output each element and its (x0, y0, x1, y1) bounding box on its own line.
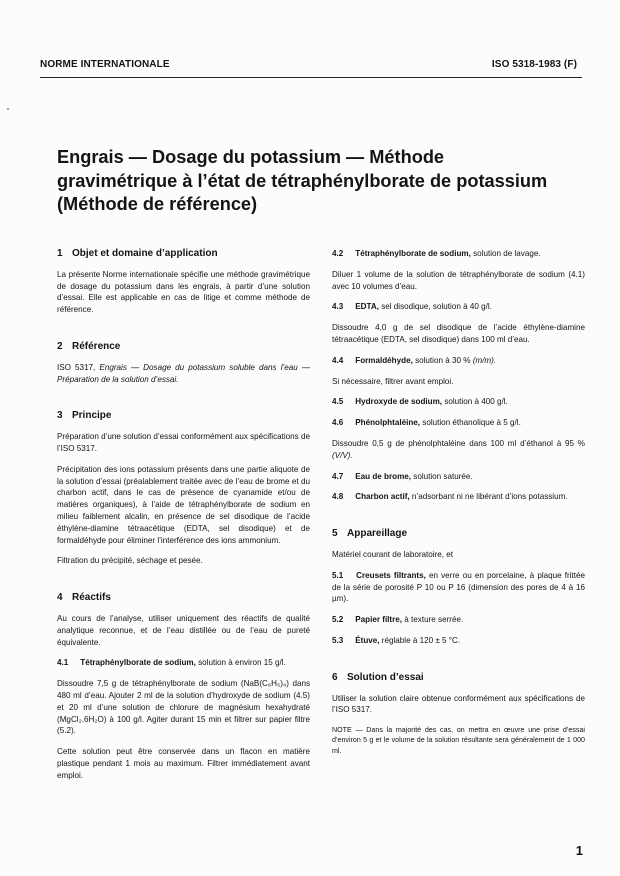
item-5-3: 5.3 Étuve, réglable à 120 ± 5 °C. (332, 635, 461, 645)
item-4-1-text-1: Dissoudre 7,5 g de tétraphénylborate de sodium (NaB(C₆H₅)₄) dans 480 ml d’eau. Ajouter 2 ml de la solution d’hydroxyde de sodium (4.5) et 20 ml d’une solution de chlorure de magnésium hexahydraté (MgCl₂.6H₂O) à 100 g/l. Agiter durant 15 min et filtrer sur papier filtre (5.2). (57, 679, 310, 736)
section-3-heading: 3 Principe (57, 410, 112, 422)
item-4-2: 4.2 Tétraphénylborate de sodium, solution de lavage. (332, 249, 541, 258)
section-1-heading: 1 Objet et domaine d’application (57, 248, 218, 259)
title-line-2: gravimétrique à l’état de tétraphénylborate de potassium (57, 170, 548, 191)
item-4-5: 4.5 Hydroxyde de sodium, solution à 400 g/l. (332, 397, 508, 407)
header-document-type: NORME INTERNATIONALE (40, 59, 170, 70)
section-3-text-3: Filtration du précipité, séchage et pesée. (57, 556, 203, 566)
title-line-3: (Méthode de référence) (57, 194, 258, 214)
section-6-note: NOTE — Dans la majorité des cas, on mettra en œuvre une prise d’essai d’environ 5 g et le volume de la solution résultante sera généralement de 1 000 ml. (332, 726, 585, 755)
section-2-text: ISO 5317, Engrais — Dosage du potassium soluble dans l’eau — Préparation de la solution d’essai. (57, 362, 310, 384)
item-4-4: 4.4 Formaldéhyde, solution à 30 % (m/m). (332, 355, 497, 365)
header-rule (40, 77, 582, 78)
right-column (332, 248, 585, 765)
header-standard-number: ISO 5318-1983 (F) (491, 59, 577, 70)
section-3-text-2: Précipitation des ions potassium présents dans une partie aliquote de la solution d’essai (préalablement traitée avec de l’eau de brome et du charbon actif, dans le cas de présence de cyanamide et/ou de matières organiques), à l’aide de tétraphénylborate de sodium en milieu faiblement alcalin, en présence de sel disodique de l’acide éthylène-diamine tétraacétique (EDTA, sel disodique) et de formaldéhyde pour éliminer l’interférence des ions ammonium. (57, 464, 310, 545)
title-line-1: Engrais — Dosage du potassium — Méthode (57, 147, 445, 167)
document-title (57, 146, 577, 217)
item-4-1: 4.1 Tétraphénylborate de sodium, solution à environ 15 g/l. (57, 658, 286, 668)
item-5-2: 5.2 Papier filtre, à texture serrée. (332, 615, 464, 625)
item-4-6-text: Dissoudre 0,5 g de phénolphtaléine dans 100 ml d’éthanol à 95 % (V/V). (332, 438, 585, 460)
item-4-3: 4.3 EDTA, sel disodique, solution à 40 g/l. (332, 302, 492, 312)
section-2-heading: 2 Référence (57, 340, 121, 352)
item-4-6: 4.6 Phénolphtaléine, solution éthanolique à 5 g/l. (332, 418, 521, 428)
left-column (57, 248, 310, 791)
section-5-heading: 5 Appareillage (332, 528, 408, 540)
item-4-4-text: Si nécessaire, filtrer avant emploi. (332, 376, 454, 386)
item-4-7: 4.7 Eau de brome, solution saturée. (332, 471, 473, 481)
item-4-2-text: Diluer 1 volume de la solution de tétraphénylborate de sodium (4.1) avec 10 volumes d’eau. (332, 269, 585, 291)
item-5-1: 5.1 Creusets filtrants, en verre ou en porcelaine, à plaque frittée de la série de porosité P 10 ou P 16 (dimension des pores de 4 à 16 µm). (332, 570, 585, 604)
item-4-8: 4.8 Charbon actif, n’adsorbant ni ne libérant d’ions potassium. (332, 492, 568, 502)
section-5-text: Matériel courant de laboratoire, et (332, 549, 454, 559)
section-4-heading: 4 Réactifs (57, 592, 111, 604)
page-number: 1 (575, 843, 583, 858)
section-6-heading: 6 Solution d’essai (332, 671, 424, 683)
section-1-text: La présente Norme internationale spécifie une méthode gravimétrique de dosage du potassium dans les engrais, à partir d’une solution d’essai. Elle est applicable en cas de litige et comme méthode de référence. (57, 269, 310, 315)
item-4-3-text: Dissoudre 4,0 g de sel disodique de l’acide éthylène-diamine tétraacétique (EDTA, sel disodique) dans 100 ml d’eau. (332, 323, 585, 344)
item-4-1-text-2: Cette solution peut être conservée dans un flacon en matière plastique pendant 1 mois au maximum. Filtrer immédiatement avant emploi. (57, 747, 310, 780)
scan-speck (7, 108, 9, 110)
section-3-text-1: Préparation d’une solution d’essai conformément aux spécifications de l’ISO 5317. (57, 432, 310, 453)
section-4-text: Au cours de l’analyse, utiliser uniquement des réactifs de qualité analytique reconnue, et de l’eau distillée ou de l’eau de pureté équivalente. (57, 613, 310, 647)
section-6-text: Utiliser la solution claire obtenue conformément aux spécifications de l’ISO 5317. (332, 693, 585, 715)
